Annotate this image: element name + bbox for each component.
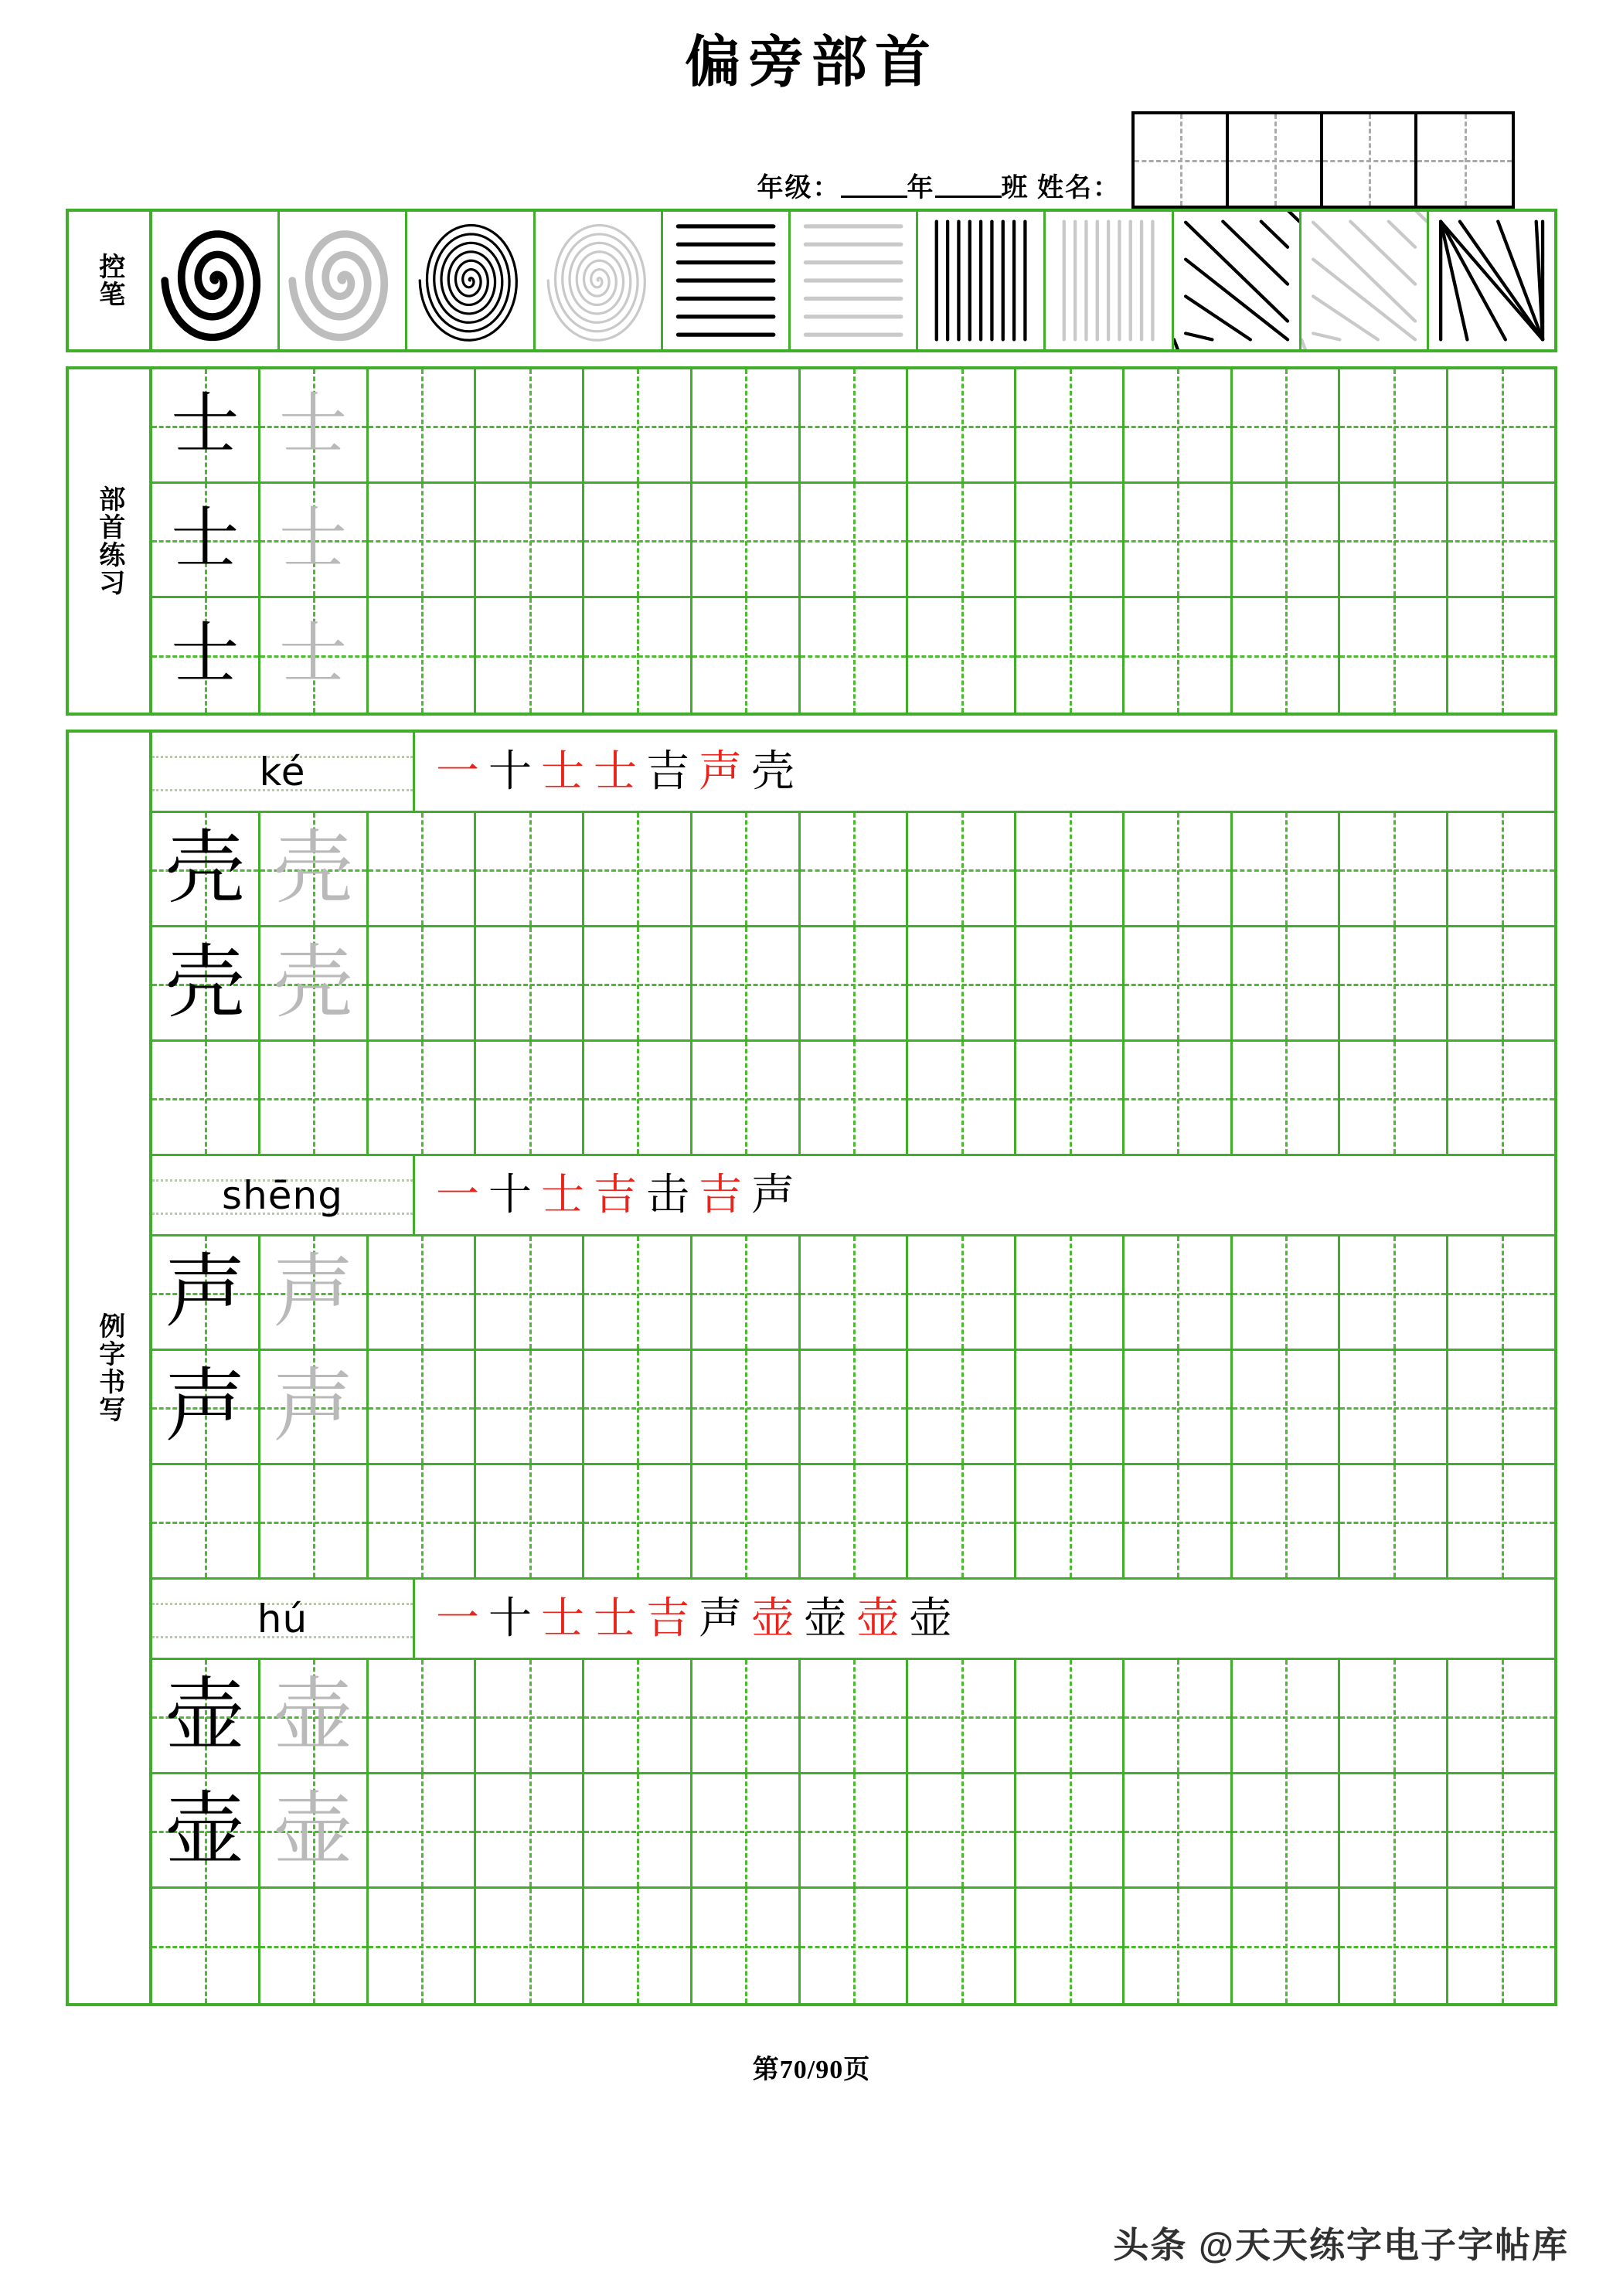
spiral-thin-black xyxy=(407,212,535,349)
practice-grid-cell[interactable] xyxy=(692,1042,801,1154)
practice-grid-cell[interactable] xyxy=(1448,1236,1554,1349)
model-character-ink: 声 xyxy=(165,1362,246,1451)
practice-grid-cell[interactable] xyxy=(692,1660,801,1772)
pinyin-text: ké xyxy=(259,749,306,794)
watermark: 头条 @天天练字电子字帖库 xyxy=(1113,2225,1569,2265)
spiral-thin-gray xyxy=(536,212,663,349)
practice-grid-cell[interactable] xyxy=(152,927,260,1039)
practice-grid-cell[interactable] xyxy=(1233,1774,1341,1886)
practice-grid-cell[interactable] xyxy=(1340,927,1448,1039)
stroke-order-step: 声 xyxy=(699,747,742,796)
model-character-ghost: 声 xyxy=(273,1362,354,1451)
practice-grid-cell[interactable] xyxy=(1448,1889,1554,2003)
lines-diagonal-fwd-black xyxy=(1429,212,1554,349)
practice-grid-row xyxy=(152,1465,1554,1580)
class-unit: 班 xyxy=(1001,174,1029,202)
model-character-ink: 壳 xyxy=(165,824,246,913)
practice-grid-cell[interactable] xyxy=(908,813,1016,925)
practice-grid-cell[interactable] xyxy=(1125,1351,1233,1463)
practice-grid-cell[interactable] xyxy=(476,369,584,481)
practice-grid-cell[interactable] xyxy=(1016,369,1125,481)
practice-grid-cell[interactable] xyxy=(476,813,584,925)
practice-grid-cell[interactable] xyxy=(1125,1889,1233,2003)
practice-grid-cell[interactable] xyxy=(369,1774,477,1886)
stroke-order-step: 吉 xyxy=(594,1171,637,1219)
practice-grid-cell[interactable] xyxy=(260,813,369,925)
stroke-order-step: 士 xyxy=(541,747,584,796)
stroke-order-step: 声 xyxy=(751,1171,794,1219)
stroke-order-step: 壶 xyxy=(856,1594,900,1643)
practice-grid-cell[interactable] xyxy=(1125,927,1233,1039)
practice-grid-row xyxy=(152,1351,1554,1465)
practice-grid-cell[interactable] xyxy=(1448,1465,1554,1577)
practice-grid-cell[interactable] xyxy=(1233,927,1341,1039)
example-writing-label: 例字书写 xyxy=(69,733,152,2003)
practice-grid-cell[interactable] xyxy=(1125,484,1233,596)
stroke-order-step: 十 xyxy=(488,747,532,796)
stroke-order-step: 士 xyxy=(594,747,637,796)
practice-grid-cell[interactable] xyxy=(908,1889,1016,2003)
stroke-order-step: 声 xyxy=(699,1594,742,1643)
practice-grid-cell[interactable] xyxy=(1340,1351,1448,1463)
practice-grid-cell[interactable] xyxy=(1016,598,1125,713)
practice-grid-cell[interactable] xyxy=(369,1351,477,1463)
radical-practice-label: 部首练习 xyxy=(69,369,152,713)
spiral-thick-black xyxy=(152,212,280,349)
practice-grid-cell[interactable] xyxy=(260,927,369,1039)
practice-grid-cell[interactable] xyxy=(692,1351,801,1463)
name-label: 姓名： xyxy=(1037,174,1121,202)
practice-grid-cell[interactable] xyxy=(1448,484,1554,596)
practice-grid-row xyxy=(152,369,1554,484)
name-grid-cell[interactable] xyxy=(1135,114,1229,206)
practice-grid-cell[interactable] xyxy=(801,1465,909,1577)
practice-grid-cell[interactable] xyxy=(908,1465,1016,1577)
practice-grid-cell[interactable] xyxy=(1016,1236,1125,1349)
practice-grid-row xyxy=(152,1774,1554,1889)
practice-grid-row xyxy=(152,1889,1554,2003)
practice-grid-cell[interactable] xyxy=(692,927,801,1039)
practice-grid-row xyxy=(152,484,1554,598)
practice-grid-cell[interactable] xyxy=(1448,1351,1554,1463)
practice-grid-cell[interactable] xyxy=(908,369,1016,481)
model-character-ghost: 声 xyxy=(273,1247,354,1337)
practice-grid-cell[interactable] xyxy=(1340,1042,1448,1154)
practice-grid-cell[interactable] xyxy=(152,1465,260,1577)
practice-grid-cell[interactable] xyxy=(1016,1042,1125,1154)
model-character-ghost: 壳 xyxy=(273,938,354,1028)
practice-grid-cell[interactable] xyxy=(1340,1236,1448,1349)
practice-grid-cell[interactable] xyxy=(1233,1042,1341,1154)
practice-grid-cell[interactable] xyxy=(1448,1660,1554,1772)
stroke-order-step: 一 xyxy=(436,747,479,796)
practice-grid-cell[interactable] xyxy=(801,1236,909,1349)
name-grid-cell[interactable] xyxy=(1229,114,1323,206)
practice-grid-cell[interactable] xyxy=(584,813,692,925)
practice-grid-cell[interactable] xyxy=(152,369,260,481)
practice-grid-cell[interactable] xyxy=(1448,927,1554,1039)
practice-grid-cell[interactable] xyxy=(801,369,909,481)
practice-grid-cell[interactable] xyxy=(260,1236,369,1349)
practice-grid-cell[interactable] xyxy=(476,1660,584,1772)
practice-grid-cell[interactable] xyxy=(1340,1465,1448,1577)
name-grid-cell[interactable] xyxy=(1417,114,1512,206)
practice-grid-cell[interactable] xyxy=(260,1774,369,1886)
practice-grid-cell[interactable] xyxy=(369,1660,477,1772)
practice-grid-cell[interactable] xyxy=(260,598,369,713)
practice-grid-row xyxy=(152,927,1554,1042)
practice-grid-cell[interactable] xyxy=(152,1889,260,2003)
student-info-text xyxy=(757,166,1121,209)
practice-grid-cell[interactable] xyxy=(801,1660,909,1772)
pinyin-text: hú xyxy=(257,1596,308,1641)
practice-grid-cell[interactable] xyxy=(1233,1465,1341,1577)
practice-grid-cell[interactable] xyxy=(152,1774,260,1886)
practice-grid-cell[interactable] xyxy=(1233,1660,1341,1772)
practice-grid-cell[interactable] xyxy=(1340,813,1448,925)
student-name-grid[interactable] xyxy=(1131,111,1515,209)
practice-grid-cell[interactable] xyxy=(152,484,260,596)
practice-grid-cell[interactable] xyxy=(1125,1042,1233,1154)
model-character-ghost: 壶 xyxy=(273,1785,354,1875)
practice-grid-cell[interactable] xyxy=(1016,813,1125,925)
model-character-ghost: 壶 xyxy=(273,1671,354,1760)
practice-grid-cell[interactable] xyxy=(1233,1351,1341,1463)
pen-control-block xyxy=(66,209,1557,352)
practice-grid-cell[interactable] xyxy=(908,484,1016,596)
practice-grid-cell[interactable] xyxy=(1340,1774,1448,1886)
practice-grid-cell[interactable] xyxy=(908,927,1016,1039)
stroke-order-step: 十 xyxy=(488,1594,532,1643)
practice-grid-cell[interactable] xyxy=(908,1774,1016,1886)
practice-grid-cell[interactable] xyxy=(152,1660,260,1772)
stroke-order-step: 吉 xyxy=(699,1171,742,1219)
practice-grid-cell[interactable] xyxy=(1125,1465,1233,1577)
practice-grid-cell[interactable] xyxy=(1340,484,1448,596)
practice-grid-cell[interactable] xyxy=(584,927,692,1039)
practice-grid-cell[interactable] xyxy=(476,1236,584,1349)
practice-grid-cell[interactable] xyxy=(692,813,801,925)
pinyin-stroke-row xyxy=(152,1580,1554,1660)
grade-unit: 年 xyxy=(907,174,935,202)
practice-grid-cell[interactable] xyxy=(369,484,477,596)
practice-grid-cell[interactable] xyxy=(584,1236,692,1349)
practice-grid-cell[interactable] xyxy=(1233,813,1341,925)
practice-grid-cell[interactable] xyxy=(1125,369,1233,481)
practice-grid-cell[interactable] xyxy=(584,369,692,481)
practice-grid-cell[interactable] xyxy=(908,1351,1016,1463)
lines-diagonal-back-gray xyxy=(1301,212,1429,349)
practice-grid-cell[interactable] xyxy=(260,1351,369,1463)
practice-grid-cell[interactable] xyxy=(1448,813,1554,925)
practice-grid-cell[interactable] xyxy=(1448,598,1554,713)
practice-grid-cell[interactable] xyxy=(1016,927,1125,1039)
practice-grid-cell[interactable] xyxy=(1125,813,1233,925)
practice-grid-cell[interactable] xyxy=(1340,1889,1448,2003)
stroke-order-step: 士 xyxy=(541,1171,584,1219)
practice-grid-cell[interactable] xyxy=(260,484,369,596)
stroke-order-step: 吉 xyxy=(646,747,689,796)
pinyin-text: shēng xyxy=(222,1172,343,1218)
practice-grid-cell[interactable] xyxy=(260,369,369,481)
stroke-order-step: 吉 xyxy=(646,1594,689,1643)
lines-vertical-black xyxy=(918,212,1046,349)
practice-grid-cell[interactable] xyxy=(692,484,801,596)
practice-grid-cell[interactable] xyxy=(1125,1774,1233,1886)
practice-grid-cell[interactable] xyxy=(1448,1042,1554,1154)
practice-grid-cell[interactable] xyxy=(692,598,801,713)
grade-label: 年级： xyxy=(757,174,841,202)
model-character-ghost: 士 xyxy=(279,502,348,577)
radical-practice-block xyxy=(66,366,1557,716)
practice-grid-row xyxy=(152,813,1554,927)
practice-grid-cell[interactable] xyxy=(584,1351,692,1463)
practice-grid-cell[interactable] xyxy=(152,1351,260,1463)
practice-grid-cell[interactable] xyxy=(692,1236,801,1349)
student-info-row xyxy=(0,124,1623,209)
radical-practice-rows xyxy=(152,369,1554,713)
practice-grid-cell[interactable] xyxy=(908,1042,1016,1154)
grade-blank[interactable] xyxy=(841,196,907,198)
stroke-order-step: 壶 xyxy=(804,1594,847,1643)
pinyin-stroke-row xyxy=(152,1156,1554,1236)
practice-grid-cell[interactable] xyxy=(152,1042,260,1154)
practice-grid-cell[interactable] xyxy=(801,927,909,1039)
practice-grid-row xyxy=(152,598,1554,713)
practice-grid-cell[interactable] xyxy=(476,927,584,1039)
model-character-ink: 壶 xyxy=(165,1671,246,1760)
page-title: 偏旁部首 xyxy=(684,32,938,94)
stroke-order-step: 一 xyxy=(436,1594,479,1643)
practice-grid-cell[interactable] xyxy=(260,1042,369,1154)
model-character-ink: 士 xyxy=(171,387,240,463)
practice-grid-cell[interactable] xyxy=(369,927,477,1039)
practice-grid-cell[interactable] xyxy=(152,1236,260,1349)
stroke-order-step: 十 xyxy=(488,1171,532,1219)
lines-vertical-gray xyxy=(1046,212,1173,349)
practice-grid-cell[interactable] xyxy=(692,1774,801,1886)
practice-grid-cell[interactable] xyxy=(692,369,801,481)
practice-grid-cell[interactable] xyxy=(584,484,692,596)
practice-grid-cell[interactable] xyxy=(476,1351,584,1463)
stroke-order-step: 士 xyxy=(541,1594,584,1643)
stroke-order-cell xyxy=(415,1156,1554,1234)
pen-control-label: 控笔 xyxy=(69,212,152,349)
practice-grid-cell[interactable] xyxy=(584,1889,692,2003)
practice-grid-cell[interactable] xyxy=(1016,1351,1125,1463)
practice-grid-cell[interactable] xyxy=(1233,369,1341,481)
practice-grid-cell[interactable] xyxy=(1125,1660,1233,1772)
practice-grid-cell[interactable] xyxy=(369,1042,477,1154)
practice-grid-cell[interactable] xyxy=(801,1351,909,1463)
practice-grid-cell[interactable] xyxy=(1448,369,1554,481)
name-grid-cell[interactable] xyxy=(1323,114,1417,206)
stroke-order-step: 壶 xyxy=(909,1594,952,1643)
practice-grid-cell[interactable] xyxy=(801,598,909,713)
spiral-thick-gray xyxy=(280,212,407,349)
model-character-ink: 壳 xyxy=(165,938,246,1028)
practice-grid-cell[interactable] xyxy=(1233,1889,1341,2003)
lines-horizontal-gray xyxy=(791,212,918,349)
practice-grid-cell[interactable] xyxy=(584,598,692,713)
practice-grid-cell[interactable] xyxy=(801,1889,909,2003)
practice-grid-row xyxy=(152,1660,1554,1774)
practice-grid-cell[interactable] xyxy=(908,1236,1016,1349)
practice-grid-cell[interactable] xyxy=(692,1889,801,2003)
practice-grid-cell[interactable] xyxy=(1016,484,1125,596)
practice-grid-cell[interactable] xyxy=(692,1465,801,1577)
model-character-ghost: 壳 xyxy=(273,824,354,913)
practice-grid-row xyxy=(152,1236,1554,1351)
practice-grid-row xyxy=(152,1042,1554,1156)
practice-grid-cell[interactable] xyxy=(1016,1465,1125,1577)
model-character-ink: 壶 xyxy=(165,1785,246,1875)
pinyin-cell xyxy=(152,1580,415,1658)
practice-grid-cell[interactable] xyxy=(1233,598,1341,713)
practice-grid-cell[interactable] xyxy=(1233,1236,1341,1349)
practice-grid-cell[interactable] xyxy=(1340,1660,1448,1772)
practice-grid-cell[interactable] xyxy=(1125,598,1233,713)
pen-control-cells xyxy=(152,212,1554,349)
stroke-order-step: 士 xyxy=(594,1594,637,1643)
practice-grid-cell[interactable] xyxy=(369,813,477,925)
practice-grid-cell[interactable] xyxy=(801,1774,909,1886)
practice-grid-cell[interactable] xyxy=(152,598,260,713)
practice-grid-cell[interactable] xyxy=(369,369,477,481)
stroke-order-step: 壶 xyxy=(751,1594,794,1643)
stroke-order-step: 壳 xyxy=(751,747,794,796)
pinyin-stroke-row xyxy=(152,733,1554,813)
practice-grid-cell[interactable] xyxy=(1016,1889,1125,2003)
practice-grid-cell[interactable] xyxy=(476,1465,584,1577)
stroke-order-cell xyxy=(415,1580,1554,1658)
stroke-order-cell xyxy=(415,733,1554,811)
practice-grid-cell[interactable] xyxy=(584,1042,692,1154)
practice-grid-cell[interactable] xyxy=(260,1660,369,1772)
model-character-ink: 士 xyxy=(171,617,240,692)
practice-grid-cell[interactable] xyxy=(369,1236,477,1349)
practice-grid-cell[interactable] xyxy=(1016,1660,1125,1772)
model-character-ghost: 士 xyxy=(279,617,348,692)
stroke-order-step: 击 xyxy=(646,1171,689,1219)
class-blank[interactable] xyxy=(935,196,1002,198)
practice-grid-cell[interactable] xyxy=(1125,1236,1233,1349)
page-footer: 第70/90页 xyxy=(752,2056,871,2084)
stroke-order-step: 一 xyxy=(436,1171,479,1219)
practice-grid-cell[interactable] xyxy=(1340,598,1448,713)
lines-diagonal-back-black xyxy=(1174,212,1301,349)
practice-grid-cell[interactable] xyxy=(584,1660,692,1772)
practice-grid-cell[interactable] xyxy=(908,598,1016,713)
practice-grid-cell[interactable] xyxy=(476,484,584,596)
practice-grid-cell[interactable] xyxy=(1340,369,1448,481)
practice-grid-cell[interactable] xyxy=(476,1889,584,2003)
model-character-ink: 士 xyxy=(171,502,240,577)
practice-grid-cell[interactable] xyxy=(801,484,909,596)
practice-grid-cell[interactable] xyxy=(369,598,477,713)
example-writing-rows xyxy=(152,733,1554,2003)
model-character-ghost: 士 xyxy=(279,387,348,463)
practice-grid-cell[interactable] xyxy=(369,1465,477,1577)
lines-horizontal-black xyxy=(663,212,791,349)
model-character-ink: 声 xyxy=(165,1247,246,1337)
practice-grid-cell[interactable] xyxy=(476,1774,584,1886)
practice-grid-cell[interactable] xyxy=(801,813,909,925)
practice-grid-cell[interactable] xyxy=(152,813,260,925)
practice-grid-cell[interactable] xyxy=(260,1889,369,2003)
practice-grid-cell[interactable] xyxy=(1448,1774,1554,1886)
pinyin-cell xyxy=(152,733,415,811)
practice-grid-cell[interactable] xyxy=(476,1042,584,1154)
example-writing-block xyxy=(66,730,1557,2006)
practice-grid-cell[interactable] xyxy=(584,1465,692,1577)
practice-grid-cell[interactable] xyxy=(908,1660,1016,1772)
practice-grid-cell[interactable] xyxy=(1016,1774,1125,1886)
practice-grid-cell[interactable] xyxy=(476,598,584,713)
practice-grid-cell[interactable] xyxy=(260,1465,369,1577)
practice-grid-cell[interactable] xyxy=(801,1042,909,1154)
practice-grid-cell[interactable] xyxy=(584,1774,692,1886)
practice-grid-cell[interactable] xyxy=(1233,484,1341,596)
practice-grid-cell[interactable] xyxy=(369,1889,477,2003)
pinyin-cell xyxy=(152,1156,415,1234)
